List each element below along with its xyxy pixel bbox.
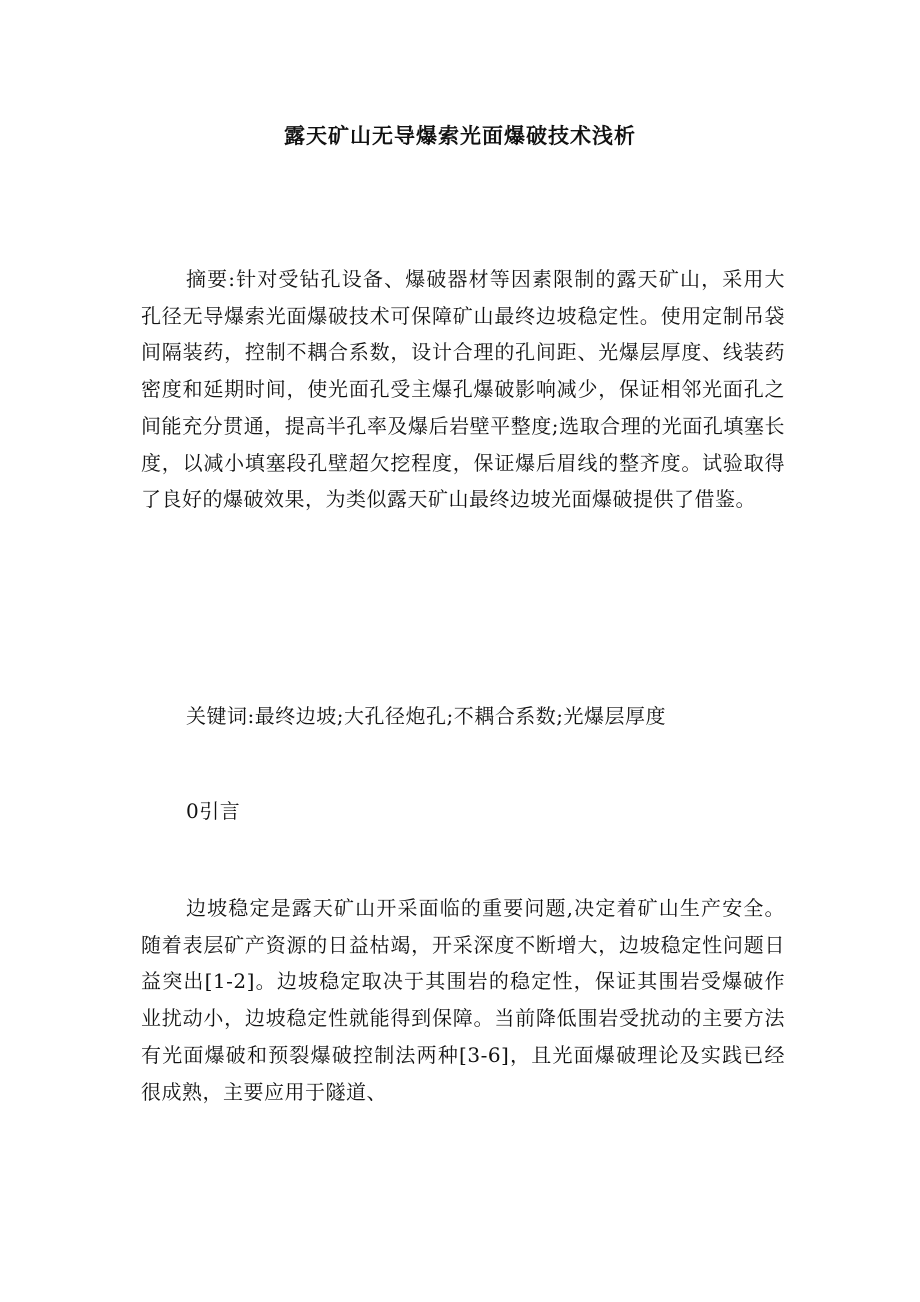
section-heading: 0引言	[186, 799, 241, 823]
abstract-paragraph: 摘要:针对受钻孔设备、爆破器材等因素限制的露天矿山，采用大孔径无导爆索光面爆破技术可保障矿山最终边坡稳定性。使用定制吊袋间隔装药，控制不耦合系数，设计合理的孔间距、光爆层厚度、线装药密度和延期时间，使光面孔受主爆孔爆破影响减少，保证相邻光面孔之间能充分贯通，提高半孔率及爆后岩壁平整度;选取合理的光面孔填塞长度，以减小填塞段孔壁超欠挖程度，保证爆后眉线的整齐度。试验取得了良好的爆破效果，为类似露天矿山最终边坡光面爆破提供了借鉴。	[141, 267, 785, 512]
keywords-paragraph: 关键词:最终边坡;大孔径炮孔;不耦合系数;光爆层厚度	[186, 704, 666, 728]
intro-paragraph: 边坡稳定是露天矿山开采面临的重要问题,决定着矿山生产安全。随着表层矿产资源的日益枯竭，开采深度不断增大，边坡稳定性问题日益突出[1-2]。边坡稳定取决于其围岩的稳定性，保证其围岩受爆破作业扰动小，边坡稳定性就能得到保障。当前降低围岩受扰动的主要方法有光面爆破和预裂爆破控制法两种[3-6]，且光面爆破理论及实践已经很成熟，主要应用于隧道、	[141, 896, 785, 1104]
document-title: 露天矿山无导爆索光面爆破技术浅析	[284, 123, 636, 148]
